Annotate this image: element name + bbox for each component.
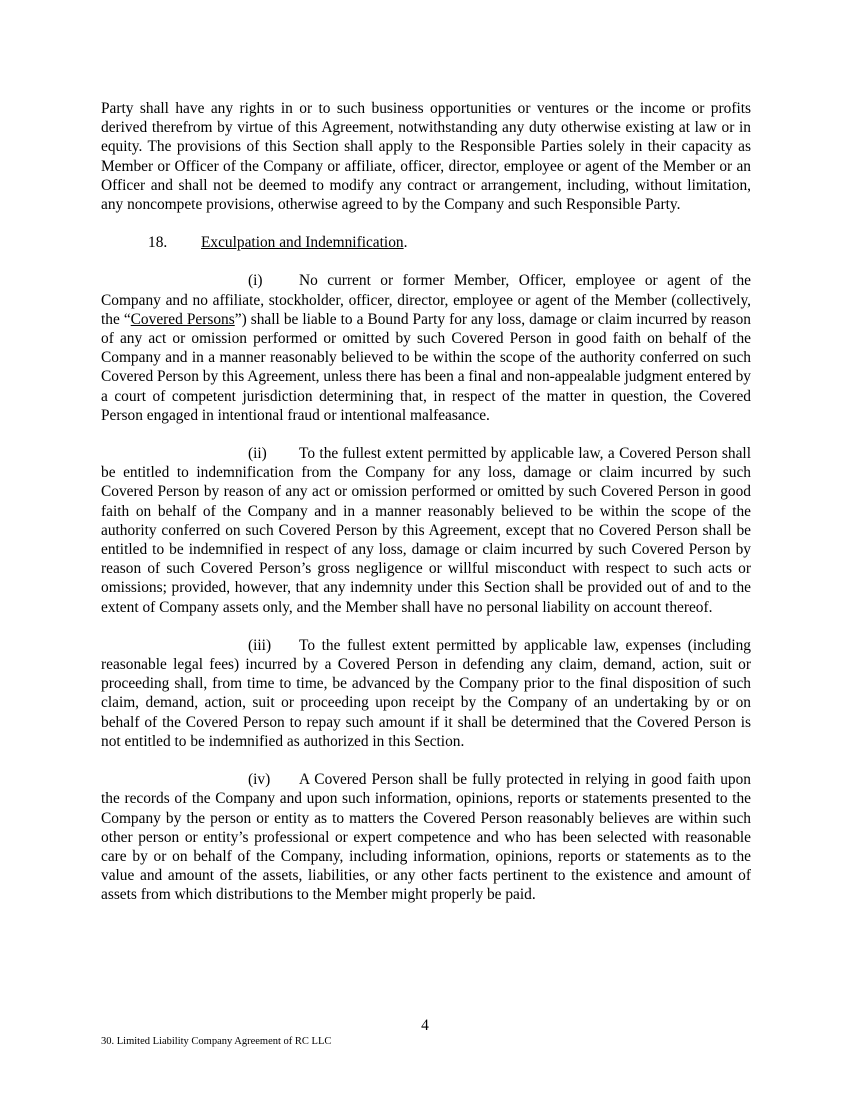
clause-iii [101, 636, 751, 751]
clause-text: To the fullest extent permitted by applicable law, a Covered Person shall be entitled to indemnification from the Company for any loss, damage or claim incurred by such Covered Person by reason of any act or omission performed or omitted by such Covered Person in good faith on behalf of the Company and in a manner reasonably believed to be within the scope of the authority conferred on such Covered Person by this Agreement, except that no Covered Person shall be entitled to be indemnified in respect of any loss, damage or claim incurred by such Covered Person by reason of such Covered Person’s gross negligence or willful misconduct with respect to such acts or omissions; provided, however, that any indemnity under this Section shall be provided out of and to the extent of Company assets only, and the Member shall have no personal liability on account thereof. [101, 445, 751, 616]
document-footer: 30. Limited Liability Company Agreement of RC LLC [101, 1036, 332, 1047]
clause-text: To the fullest extent permitted by applicable law, expenses (including reasonable legal fees) incurred by a Covered Person in defending any claim, demand, action, suit or proceeding shall, from time to time, be advanced by the Company prior to the final disposition of such claim, demand, action, suit or proceeding upon receipt by the Company of an undertaking by or on behalf of the Covered Person to repay such amount if it shall be determined that the Covered Person is not entitled to be indemnified as authorized in this Section. [101, 636, 751, 750]
clause-text: ”) shall be liable to a Bound Party for any loss, damage or claim incurred by reason of any act or omission performed or omitted by such Covered Person in good faith on behalf of the Company and in a manner reasonably believed to be within the scope of the authority conferred on such Covered Person by this Agreement, unless there has been a final and non-appealable judgment entered by a court of competent jurisdiction determining that, in respect of the matter in question, the Covered Person engaged in intentional fraud or intentional malfeasance. [101, 310, 752, 424]
clause-mark: (ii) [248, 445, 267, 463]
clause-ii [101, 444, 751, 617]
clause-mark: (i) [248, 272, 263, 290]
defined-term-covered-persons: Covered Persons [130, 310, 235, 328]
page-number: 4 [421, 1017, 429, 1034]
section-title-suffix: . [403, 234, 408, 252]
clause-text: A Covered Person shall be fully protected in relying in good faith upon the records of the Company and upon such information, opinions, reports or statements presented to the Company by the person or entity as to matters the Covered Person reasonably believes are within such other person or entity’s professional or expert competence and who has been selected with reasonable care by or on behalf of the Company, including information, opinions, reports or statements as to the value and amount of the assets, liabilities, or any other facts pertinent to the existence and amount of assets from which distributions to the Member might properly be paid. [101, 771, 751, 904]
clause-mark: (iii) [248, 636, 272, 654]
intro-paragraph: Party shall have any rights in or to such business opportunities or ventures or the income or profits derived therefrom by virtue of this Agreement, notwithstanding any duty otherwise existing at law or in equity. The provisions of this Section shall apply to the Responsible Parties solely in their capacity as Member or Officer of the Company or affiliate, officer, director, employee or agent of the Member or an Officer and shall not be deemed to modify any contract or arrangement, including, without limitation, any noncompete provisions, otherwise agreed to by the Company and such Responsible Party. [101, 100, 751, 214]
section-heading [101, 233, 751, 252]
document-body [101, 99, 751, 905]
clause-mark: (iv) [248, 771, 271, 789]
section-title: Exculpation and Indemnification [201, 234, 404, 252]
clause-i [101, 271, 751, 425]
section-number: 18. [148, 234, 168, 252]
clause-text: No current or former Member, Officer, employee or agent of the Company and no affiliate, stockholder, officer, director, employee or agent of the Member (collectively, the “ [101, 272, 751, 328]
clause-iv [101, 770, 751, 904]
